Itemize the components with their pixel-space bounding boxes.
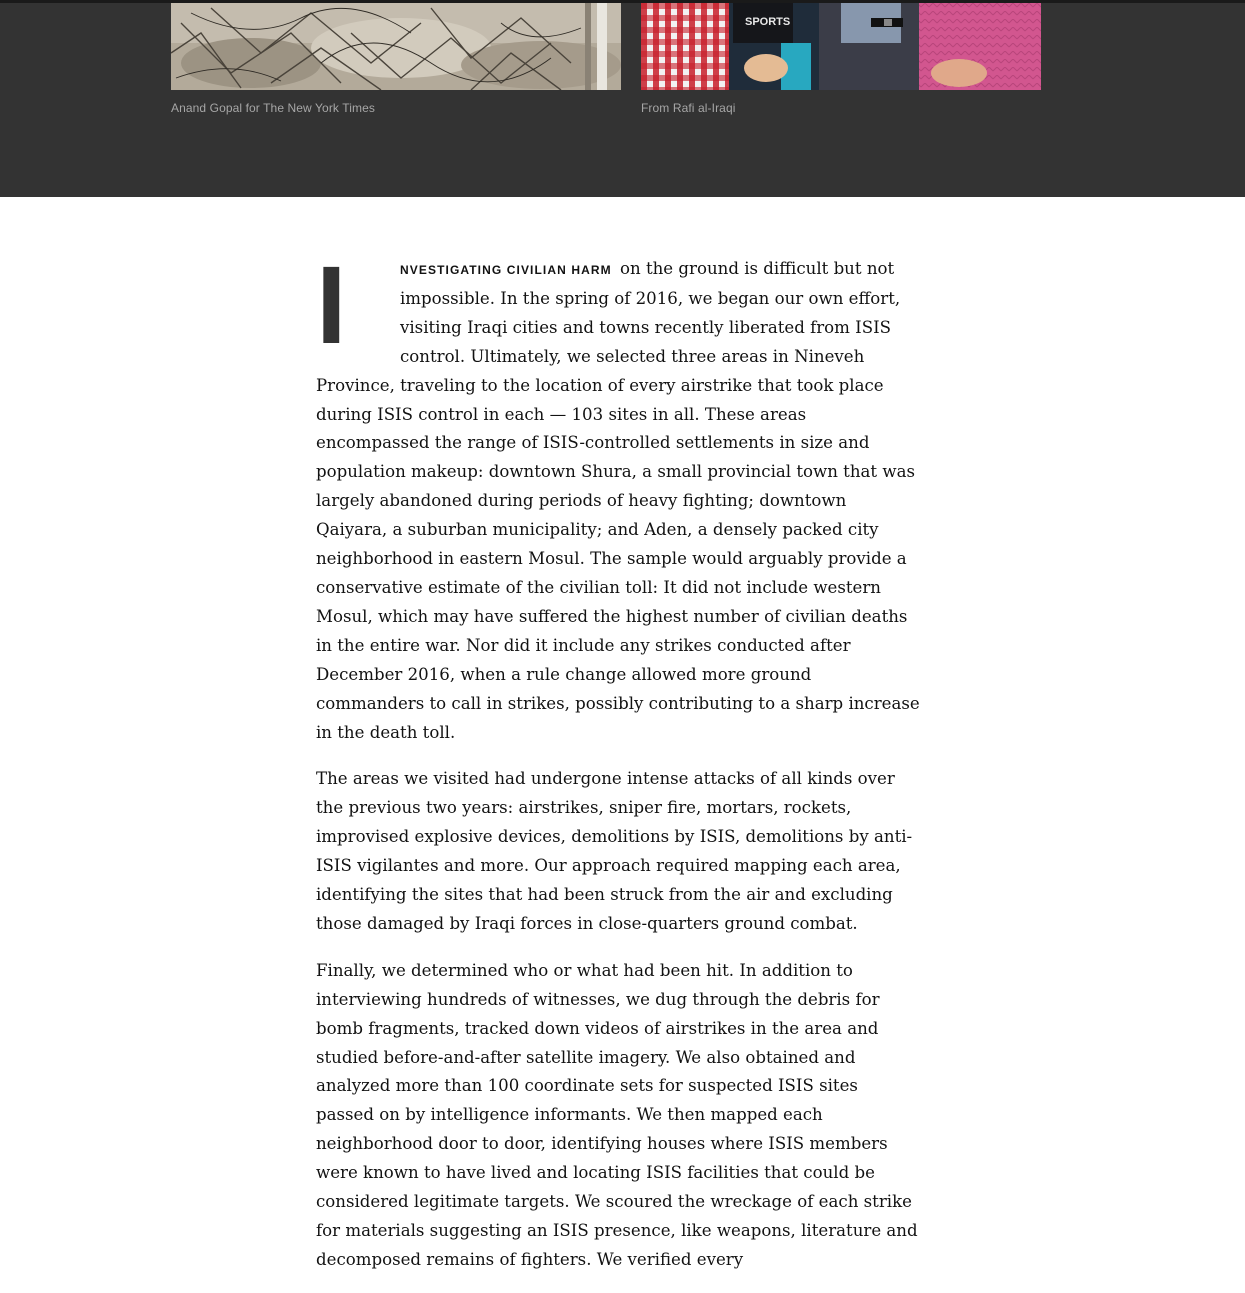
photo-credit-left: Anand Gopal for The New York Times [171, 101, 375, 115]
article-paragraph: Finally, we determined who or what had been hit. In addition to interviewing hundreds of witnesses, we dug through the debris for bomb fragments, tracked down videos of airstrikes in the area and studied before-and-after satellite imagery. We also obtained and analyzed more than 100 coordinate sets for suspected ISIS sites passed on by intelligence informants. We then mapped each neighborhood door to door, identifying houses where ISIS members were known to have lived and locating ISIS facilities that could be considered legitimate targets. We scoured the wreckage of each strike for materials suggesting an ISIS presence, like weapons, literature and decomposed remains of fighters. We verified every [316, 960, 918, 1269]
shirt-print-text: SPORTS [745, 16, 791, 28]
rubble-photo [171, 3, 621, 90]
lead-in: NVESTIGATING CIVILIAN HARM [400, 263, 612, 277]
article-paragraph [316, 244, 921, 747]
rubble-photo-art [171, 3, 621, 90]
paragraph-text: on the ground is difficult but not impossible. In the spring of 2016, we began our own effort, visiting Iraqi cities and towns recently liberated from ISIS control. Ultimately, we selected three areas in Nineveh Province, traveling to the location of every airstrike that took place during ISIS control in each — 103 sites in all. These areas encompassed the range of ISIS-controlled settlements in size and population makeup: downtown Shura, a small provincial town that was largely abandoned during periods of heavy fighting; downtown Qaiyara, a suburban municipality; and Aden, a densely packed city neighborhood in eastern Mosul. The sample would arguably provide a conservative estimate of the civilian toll: It did not include western Mosul, which may have suffered the highest number of civilian deaths in the entire war. Nor did it include any strikes conducted after December 2016, when a rule change allowed more ground commanders to call in strikes, possibly contributing to a sharp increase in the death toll. [316, 259, 920, 742]
family-photo-art [641, 3, 1041, 90]
article-body [316, 244, 921, 1293]
photo-credit-right: From Rafi al-Iraqi [641, 101, 736, 115]
family-photo [641, 3, 1041, 90]
article-paragraph: The areas we visited had undergone intense attacks of all kinds over the previous two years: airstrikes, sniper fire, mortars, rockets, improvised explosive devices, demolitions by ISIS, demolitions by anti-ISIS vigilantes and more. Our approach required mapping each area, identifying the sites that had been struck from the air and excluding those damaged by Iraqi forces in close-quarters ground combat. [316, 769, 913, 933]
drop-cap: I [316, 244, 347, 367]
photo-band [0, 3, 1245, 197]
